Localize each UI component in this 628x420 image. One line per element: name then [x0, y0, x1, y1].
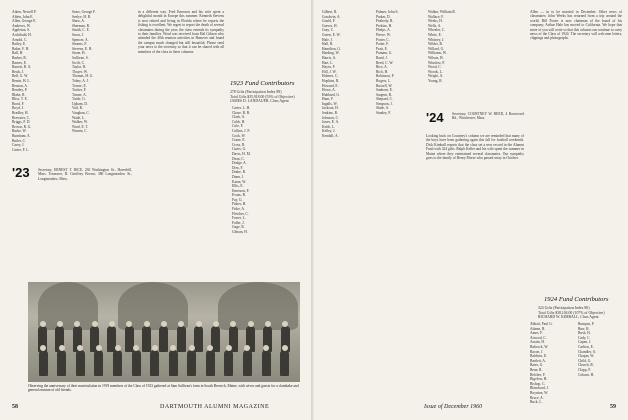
name-entry: Rogers, L.: [376, 78, 392, 83]
footer-left: DARTMOUTH ALUMNI MAGAZINE: [160, 404, 270, 410]
name-entry: Carter, F. L.: [12, 147, 30, 152]
name-entry: Child, G.: [578, 358, 592, 363]
page-number-right: 59: [610, 404, 616, 410]
name-entry: Sherman, R.: [72, 23, 90, 28]
name-entry: Dow, F.: [232, 165, 244, 170]
name-entry: Gilbert, R.: [322, 10, 338, 14]
name-entry: Eaton, W.: [232, 179, 247, 184]
name-entry: Seelye, H. R.: [72, 14, 92, 19]
name-entry: Bumpus, F.: [578, 322, 595, 326]
name-entry: Hubbard, G.: [322, 92, 340, 97]
name-entry: Whitney, J.: [428, 37, 445, 42]
name-entry: Shepard, C.: [376, 97, 393, 102]
name-entry: Barrett, R. A.: [12, 65, 32, 70]
name-entry: Gibson, H.: [232, 230, 248, 235]
name-entry: Belcher, F.: [530, 372, 546, 377]
name-entry: Upham, D.: [72, 101, 88, 106]
name-entry: Dunn, J.: [232, 174, 245, 179]
name-entry: Sullivan, S.: [72, 55, 89, 60]
name-entry: Bush, H.: [578, 331, 591, 336]
name-entry: Bentley, P.: [12, 88, 28, 93]
name-entry: Kendall, A.: [322, 134, 339, 139]
fund-subtitle-1923: [230, 90, 310, 104]
name-entry: Wright, A.: [428, 74, 444, 79]
name-entry: Cross, R.: [232, 142, 246, 147]
left-names-column-1: [12, 10, 72, 160]
name-entry: Keith, L.: [322, 124, 335, 129]
name-entry: Bradley, H.: [12, 111, 29, 116]
name-entry: Howe, A.: [322, 88, 336, 93]
name-entry: Capen, J.: [578, 340, 592, 345]
name-entry: Bartlett, A.: [530, 358, 546, 363]
name-entry: Vaughan, C.: [72, 111, 90, 116]
name-entry: Brewster, C.: [12, 115, 30, 120]
name-entry: Bacon, J.: [530, 349, 544, 354]
name-entry: Tuttle, G.: [72, 97, 86, 102]
name-entry: Taylor, R.: [72, 65, 87, 70]
name-entry: Chapin, W.: [578, 354, 595, 359]
name-entry: Turner, A.: [72, 92, 87, 97]
photo-caption: Observing the anniversary of their matriculation in 1919 members of the Class of 1923 gathered at Sam Sullivan's farm in South Berwick, Maine, with wives and guests for a clambake and general reunion of old friends.: [28, 384, 299, 393]
name-entry: Blake, R.: [12, 92, 26, 97]
name-entry: Brown, R. G.: [12, 124, 32, 129]
page-number-left: 58: [12, 404, 18, 410]
name-entry: Bruce, A.: [530, 395, 544, 400]
name-entry: Bemis, H. L.: [12, 78, 31, 83]
name-entry: Appleton, S.: [12, 28, 31, 33]
name-entry: Vail, R.: [72, 106, 83, 111]
name-entry: Abbott, Paul G.: [530, 322, 553, 326]
name-entry: Gray, C.: [322, 28, 335, 33]
name-entry: Hart, L.: [322, 60, 334, 65]
name-entry: Bates, G.: [530, 363, 544, 368]
name-entry: Ward, E. T.: [72, 124, 89, 129]
name-entry: Arnold, C.: [12, 37, 28, 42]
name-entry: Fletcher, C.: [232, 211, 249, 216]
name-entry: Snow, J.: [72, 32, 85, 37]
name-entry: Williams, W.: [428, 51, 447, 56]
right-names-column-6: [578, 322, 624, 402]
fund-line: RICHARD W. KIMBALL, Class Agent: [538, 315, 599, 320]
name-entry: Young, R.: [428, 78, 443, 83]
name-entry: Curtis, G.: [232, 147, 247, 152]
class-23-secretary: Secretary, ERNEST T. RICE, 230 Washington St., Haverhill, Mass. Treasurer, R. Geoffrey Brown, 380 Longmeadow St., Longmeadow, Mass.: [38, 168, 132, 181]
name-entry: Shaw, A.: [72, 19, 85, 24]
right-page: [314, 0, 628, 420]
name-entry: Jenkins, R.: [322, 111, 338, 116]
name-entry: Atwood, C.: [530, 335, 547, 340]
name-entry: Jones, E. A.: [322, 120, 340, 125]
name-entry: Davis, H. M.: [232, 151, 251, 156]
name-entry: Drake, R.: [232, 170, 246, 175]
name-entry: Wood, C.: [428, 65, 442, 70]
fund-title-1924: 1924 Fund Contributors: [544, 296, 609, 303]
name-entry: Buck, L.: [530, 400, 543, 405]
name-entry: Alden, John E.: [12, 14, 34, 19]
name-entry: Tobey, A. J.: [72, 78, 89, 83]
name-entry: Spencer, A.: [72, 37, 89, 42]
name-entry: Smith, C. E.: [72, 28, 90, 33]
name-entry: Simpson, J.: [376, 101, 393, 106]
name-entry: Emerson, F.: [232, 188, 250, 193]
name-entry: Thomas, H. G.: [72, 74, 94, 79]
name-entry: Tucker, F.: [72, 88, 87, 93]
name-entry: Green, E. W.: [322, 32, 341, 37]
footer-right: Issue of December 1960: [424, 404, 483, 410]
name-entry: Sears, George F.: [72, 10, 96, 14]
name-entry: Hall, R.: [322, 42, 334, 47]
name-entry: Russell, W.: [376, 83, 393, 88]
name-entry: Chandler, A.: [578, 349, 597, 354]
name-entry: Butler, C.: [12, 138, 26, 143]
name-entry: Hopkins, R.: [322, 78, 340, 83]
name-entry: Babcock, W.: [530, 344, 549, 349]
name-entry: Barker, R.: [12, 55, 27, 60]
name-entry: Briggs, F. D.: [12, 120, 31, 125]
name-entry: Boynton, W.: [530, 390, 549, 395]
name-entry: Stone, H.: [72, 51, 86, 56]
name-entry: Walker, William R.: [428, 10, 456, 14]
name-entry: Woods, L.: [428, 69, 443, 74]
fund-line: 324 Gifts (Participation Index 86): [538, 306, 590, 310]
name-entry: Howard, E.: [322, 83, 339, 88]
name-entry: Baker, F. H.: [12, 46, 30, 51]
class-24-notes-continued: Allen — in to be married in December. Other news of classmates: John Weeks has returned from a trip around the world; Bill Foster is now chairman of the board of his company; Arthur Hale has moved to California. We hope that more of you will write so that this column can continue to carry news of the Class of 1924. The secretary will welcome letters, clippings and photographs.: [530, 10, 622, 41]
name-entry: Wilson, H.: [428, 55, 444, 60]
name-entry: Wallace, F.: [428, 14, 444, 19]
left-names-column-2: [72, 10, 132, 135]
name-entry: Fay, G.: [232, 197, 243, 202]
name-entry: Sanborn, E.: [376, 88, 393, 93]
name-entry: Kelley, J.: [322, 129, 336, 134]
name-entry: Swift, C.: [72, 60, 85, 65]
name-entry: Pratt, E.: [376, 46, 388, 51]
name-entry: Gould, F.: [322, 19, 336, 24]
name-entry: Slade, A.: [376, 106, 390, 111]
name-entry: Church, R.: [578, 363, 594, 368]
name-entry: Clark, A.: [232, 115, 246, 120]
name-entry: Chase, R. B.: [232, 110, 251, 115]
name-entry: Aiken, Newell P.: [12, 10, 37, 14]
class-heading-24: '24: [426, 110, 444, 125]
name-entry: Robinson, F.: [376, 74, 395, 79]
name-entry: Benson, A.: [12, 83, 28, 88]
name-entry: Boyd, J.: [12, 106, 24, 111]
name-entry: Wells, A.: [428, 23, 442, 28]
name-entry: Hale, J.: [322, 37, 333, 42]
name-entry: Allen, George E.: [12, 19, 37, 24]
name-entry: Stanley, F.: [376, 111, 391, 116]
class-heading-23: '23: [12, 165, 30, 180]
fund-line: Total Gifts $38,104.00 (107% of Objective): [538, 310, 605, 315]
name-entry: Reed, C. W.: [376, 60, 394, 65]
class-reunion-photo: [28, 282, 300, 382]
name-entry: Carter, L. H.: [232, 106, 251, 110]
name-entry: Graves, H.: [322, 23, 338, 28]
class-24-notes: Looking back on Courtney's column we are reminded that many of the boys have been gathering again this fall for football weekends. Dick Kimball reports that the class set a new record in the Alumni Fund with 324 gifts. Ralph Keller and his wife spent the summer in Maine where they entertained several classmates. Our sympathy goes to the family of Henry Morse who passed away in October.: [426, 134, 524, 161]
name-entry: Andrews, W.: [12, 23, 31, 28]
name-entry: Barnes, E.: [12, 60, 27, 65]
name-entry: Harding, W.: [322, 51, 340, 56]
name-entry: Johnson, C.: [322, 115, 339, 120]
name-entry: Archibald, H.: [12, 32, 32, 37]
name-entry: Rand, J.: [376, 55, 388, 60]
name-entry: Thayer, W.: [72, 69, 88, 74]
name-entry: Clapp, F.: [578, 367, 591, 372]
name-entry: Cole, F.: [232, 124, 244, 129]
class-23-notes: in a different way. Fred Emerson and his wife spent a delightful month in Europe this summer. Kenneth Stevens is now retired and living in Florida where he reports the fishing is excellent. We regret to report the death of several classmates during the year; the class extends its sympathy to their families. Word was received from Hal Gibson who attended the 40th reunion activities in Hanover and found the campus much changed but still beautiful. Please send your news to the secretary so that it can be shared with all members of the class in these columns.: [138, 10, 224, 54]
fund-line: JAMES D. LANDAUER, Class Agent: [230, 99, 289, 104]
right-names-column-2: [376, 10, 422, 120]
class-24-secretary: Secretary, COURTNEY W. REED, 4 Rosewood Rd., Winchester, Mass.: [452, 112, 524, 121]
name-entry: Blanchard, J.: [530, 386, 549, 391]
name-entry: Phelps, A.: [376, 28, 391, 33]
name-entry: Pierce, W.: [376, 32, 391, 37]
left-names-column-4: [232, 106, 308, 276]
name-entry: Porter, C.: [376, 37, 390, 42]
right-names-column-1: [322, 10, 368, 140]
name-entry: Beals, J.: [12, 69, 25, 74]
name-entry: Peabody, R.: [376, 19, 394, 24]
name-entry: Cady, C.: [578, 335, 591, 340]
name-entry: Rice, A.: [376, 65, 388, 70]
name-entry: Wilder, R.: [428, 42, 443, 47]
name-entry: Harris, A.: [322, 55, 337, 60]
name-entry: Parker, D.: [376, 14, 391, 19]
name-entry: Potter, F.: [376, 42, 389, 47]
name-entry: Burke, W.: [12, 129, 27, 134]
right-names-column-3: [428, 10, 474, 86]
name-entry: Hill, J. W.: [322, 69, 337, 74]
name-entry: Hamilton, G.: [322, 46, 341, 51]
name-entry: Crane, E.: [232, 138, 246, 143]
name-entry: Warren, C.: [72, 129, 88, 134]
fund-title-1923: 1923 Fund Contributors: [230, 80, 295, 87]
name-entry: Evans, R.: [232, 193, 246, 198]
name-entry: Putnam, G.: [376, 51, 393, 56]
name-entry: Towne, E.: [72, 83, 87, 88]
name-entry: Winslow, F.: [428, 60, 446, 65]
name-entry: Dodge, A.: [232, 161, 247, 166]
name-entry: Bliss, T. E.: [12, 97, 28, 102]
name-entry: Bishop, C.: [530, 381, 546, 386]
name-entry: Perkins, H.: [376, 23, 393, 28]
name-entry: Rich, H.: [376, 69, 389, 74]
name-entry: Ellis, E.: [232, 184, 244, 189]
name-entry: Baldwin, E.: [530, 354, 548, 359]
name-entry: Hunt, F.: [322, 97, 334, 102]
name-entry: Wade, L.: [72, 115, 85, 120]
name-entry: Fuller, J.: [232, 220, 245, 225]
name-entry: Wheeler, C.: [428, 28, 446, 33]
name-entry: Gage, R.: [232, 225, 245, 230]
name-entry: Stearns, F.: [72, 42, 87, 47]
fund-line: 278 Gifts (Participation Index 88): [230, 90, 282, 94]
name-entry: Dean, C.: [232, 156, 245, 161]
name-entry: Bailey, E.: [12, 42, 27, 47]
name-entry: Burnham, A.: [12, 134, 31, 139]
name-entry: Goodwin, A.: [322, 14, 341, 19]
name-entry: Bell, G. W.: [12, 74, 29, 79]
name-entry: Coburn, H.: [578, 372, 595, 377]
name-entry: White, E.: [428, 32, 442, 37]
right-names-column-5: [530, 322, 576, 405]
name-entry: Foster, L.: [232, 216, 246, 221]
name-entry: Willard, G.: [428, 46, 445, 51]
name-entry: Walker, W.: [72, 120, 88, 125]
name-entry: Austin, H.: [530, 340, 545, 345]
name-entry: Hayes, F.: [322, 65, 336, 70]
name-entry: Weeks, H.: [428, 19, 443, 24]
name-entry: Sargent, R.: [376, 92, 393, 97]
name-entry: Ingalls, W.: [322, 101, 338, 106]
fund-line: Total Gifts $35,918.00 (53% of Objective): [230, 94, 295, 99]
name-entry: Bond, F.: [12, 101, 25, 106]
name-entry: Jackson, H.: [322, 106, 339, 111]
name-entry: Burr, R.: [578, 326, 590, 331]
name-entry: Bigelow, H.: [530, 377, 548, 382]
name-entry: Fiske, A.: [232, 207, 245, 212]
name-entry: Fisher, H.: [232, 202, 247, 207]
name-entry: Holmes, C.: [322, 74, 339, 79]
name-entry: Adams, R.: [530, 326, 546, 331]
fund-subtitle-1924: [538, 306, 624, 320]
name-entry: Carlton, E.: [578, 344, 594, 349]
name-entry: Collins, J. P.: [232, 128, 250, 133]
name-entry: Cook, W.: [232, 133, 246, 138]
name-entry: Palmer, John S.: [376, 10, 399, 14]
name-entry: Carey, J.: [12, 143, 25, 148]
name-entry: Ames, F.: [530, 331, 543, 336]
name-entry: Stevens, E. B.: [72, 46, 93, 51]
name-entry: Ball, H.: [12, 51, 24, 56]
name-entry: Bean, R.: [530, 367, 543, 372]
name-entry: Cobb, H.: [232, 119, 246, 124]
